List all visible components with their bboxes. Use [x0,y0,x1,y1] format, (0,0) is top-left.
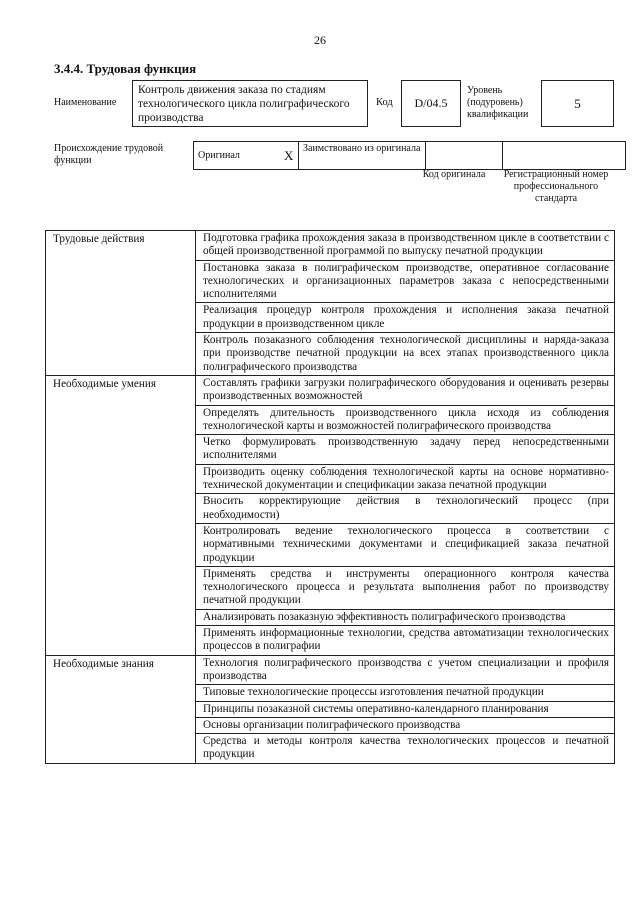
name-label: Наименование [54,97,117,108]
item-cell: Технология полиграфического производства с учетом специализации и профиля производства [196,655,615,685]
code-original-caption: Код оригинала [422,169,486,180]
item-cell: Производить оценку соблюдения технологической карты на основе нормативно-технической документации и спецификации заказа печатной продукции [196,464,615,494]
item-cell: Подготовка графика прохождения заказа в производственном цикле в соответствии с общей производственной программой по выпуску печатной продукции [196,231,615,261]
borrowed-cell [299,142,426,170]
code-value: D/04.5 [414,96,448,110]
function-table [45,230,615,764]
code-original-cell [426,142,503,170]
origin-table [193,141,626,170]
original-cell [194,142,281,170]
category-cell: Необходимые знания [46,655,196,763]
item-cell: Применять информационные технологии, средства автоматизации технологических процессов в полиграфии [196,626,615,656]
item-cell: Контроль позаказного соблюдения технологической дисциплины и наряда-заказа при производстве печатной продукции на всех этапах производственного цикла полиграфического производства [196,333,615,376]
item-cell: Анализировать позаказную эффективность полиграфического производства [196,609,615,625]
item-cell: Средства и методы контроля качества технологических процессов и печатной продукции [196,734,615,764]
item-cell: Применять средства и инструменты операционного контроля качества технологического процесса и результата выполнения работ по производству печатной продукции [196,566,615,609]
item-cell: Принципы позаказной системы оперативно-календарного планирования [196,701,615,717]
name-value-box [132,80,368,127]
category-cell: Трудовые действия [46,231,196,376]
original-label: Оригинал [198,150,240,161]
item-cell: Вносить корректирующие действия в технологический процесс (при необходимости) [196,494,615,524]
name-value: Контроль движения заказа по стадиям технологического цикла полиграфического производства [138,84,350,124]
code-value-box [401,80,461,127]
level-value: 5 [574,95,581,111]
item-cell: Основы организации полиграфического производства [196,717,615,733]
category-cell: Необходимые умения [46,375,196,655]
item-cell: Постановка заказа в полиграфическом производстве, оперативное согласование технологических и организационных параметров заказа с непосредственными исполнителями [196,260,615,303]
level-label: Уровень (подуровень) квалификации [467,85,529,120]
table-row [46,655,615,685]
table-row [46,375,615,405]
item-cell: Составлять графики загрузки полиграфического оборудования и оценивать резервы производственных возможностей [196,375,615,405]
table-row [46,231,615,261]
original-mark: X [280,142,299,170]
origin-label: Происхождение трудовой функции [54,143,164,166]
item-cell: Реализация процедур контроля прохождения и исполнения заказа печатной продукции в производственном цикле [196,303,615,333]
item-cell: Четко формулировать производственную задачу перед непосредственными исполнителями [196,435,615,465]
page-number: 26 [314,33,326,47]
reg-number-caption: Регистрационный номер профессионального стандарта [503,169,609,204]
code-label: Код [376,97,393,108]
section-heading: 3.4.4. Трудовая функция [54,61,197,76]
item-cell: Типовые технологические процессы изготовления печатной продукции [196,685,615,701]
item-cell: Определять длительность производственного цикла исходя из соблюдения технологической карты и возможностей полиграфического производства [196,405,615,435]
reg-number-cell [503,142,626,170]
item-cell: Контролировать ведение технологического процесса в соответствии с нормативными техническими документами и спецификацией заказа печатной продукции [196,523,615,566]
borrowed-label: Заимствовано из оригинала [303,143,421,154]
level-value-box [541,80,614,127]
